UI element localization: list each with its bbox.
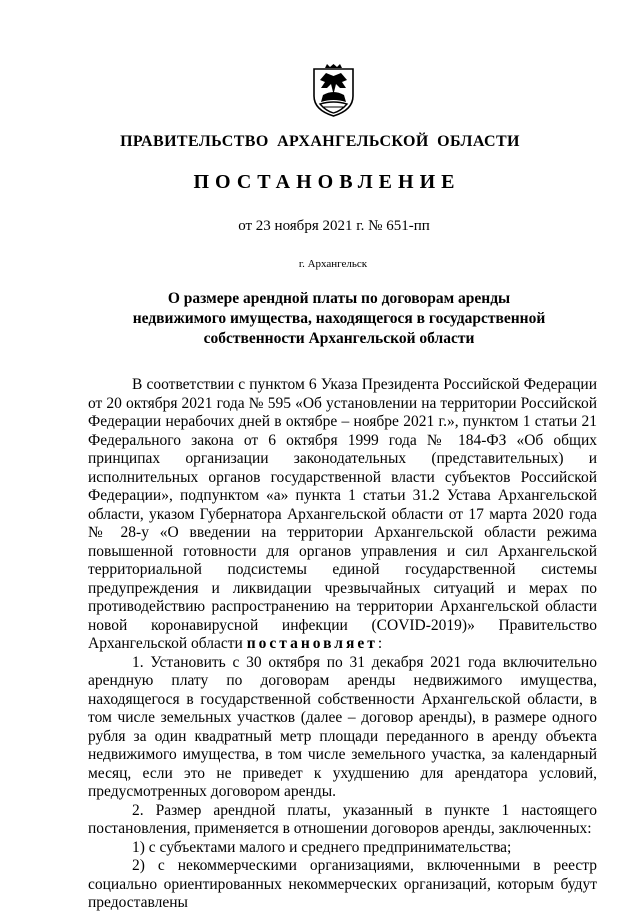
preamble-paragraph <box>88 376 597 654</box>
preamble-text: В соответствии с пунктом 6 Указа Президента Российской Федерации от 20 октября 2021 года № 595 «Об установлении на территории Российской Федерации нерабочих дней в октябре – ноябре 2021 г.», пунктом 1 статьи 21 Федерального закона от 6 октября 1999 года № 184-ФЗ «Об общих принципах организации законодательных (представительных) и исполнительных органов государственной власти субъектов Российской Федерации», подпунктом «а» пункта 1 статьи 31.2 Устава Архангельской области, указом Губернатора Архангельской области от 17 марта 2020 года № 28-у «О введении на территории Архангельской области режима повышенной готовности для органов управления и сил Архангельской территориальной подсистемы единой государственной системы предупреждения и ликвидации чрезвычайных ситуаций и мерах по противодействию распространению на территории Архангельской области новой коронавирусной инфекции (COVID-2019)» Правительство Архангельской области <box>88 376 597 652</box>
coat-of-arms-icon <box>311 64 356 118</box>
document-date-number: от 23 ноября 2021 г. № 651-пп <box>238 218 430 234</box>
decree-word: постановляет <box>246 635 378 652</box>
document-body <box>88 376 597 913</box>
decree-colon: : <box>377 635 383 652</box>
document-type: ПОСТАНОВЛЕНИЕ <box>193 171 461 193</box>
government-name: ПРАВИТЕЛЬСТВО АРХАНГЕЛЬСКОЙ ОБЛАСТИ <box>120 133 520 150</box>
item-2-2-paragraph: 2) с некоммерческими организациями, включенными в реестр социально ориентированных некоммерческих организаций, которым будут предоставлены <box>88 857 597 911</box>
item-1-paragraph: 1. Установить с 30 октября по 31 декабря 2021 года включительно арендную плату по договорам аренды недвижимого имущества, находящегося в государственной собственности Архангельской области, в том числе земельных участков (далее – договор аренды), в размере одного рубля за один квадратный метр площади переданного в аренду объекта недвижимого имущества, в том числе земельного участка, за календарный месяц, если это не приведет к ухудшению для арендатора условий, предусмотренных договором аренды. <box>88 653 597 800</box>
document-title-line-1: О размере арендной платы по договорам аренды <box>167 290 511 307</box>
document-title-line-2: недвижимого имущества, находящегося в государственной <box>132 310 546 327</box>
document-title <box>100 289 578 349</box>
item-2-paragraph: 2. Размер арендной платы, указанный в пункте 1 настоящего постановления, применяется в отношении договоров аренды, заключенных: <box>88 801 597 837</box>
document-city: г. Архангельск <box>298 258 368 270</box>
document-title-line-3: собственности Архангельской области <box>203 330 475 347</box>
item-2-1-paragraph: 1) с субъектами малого и среднего предпринимательства; <box>132 838 512 856</box>
